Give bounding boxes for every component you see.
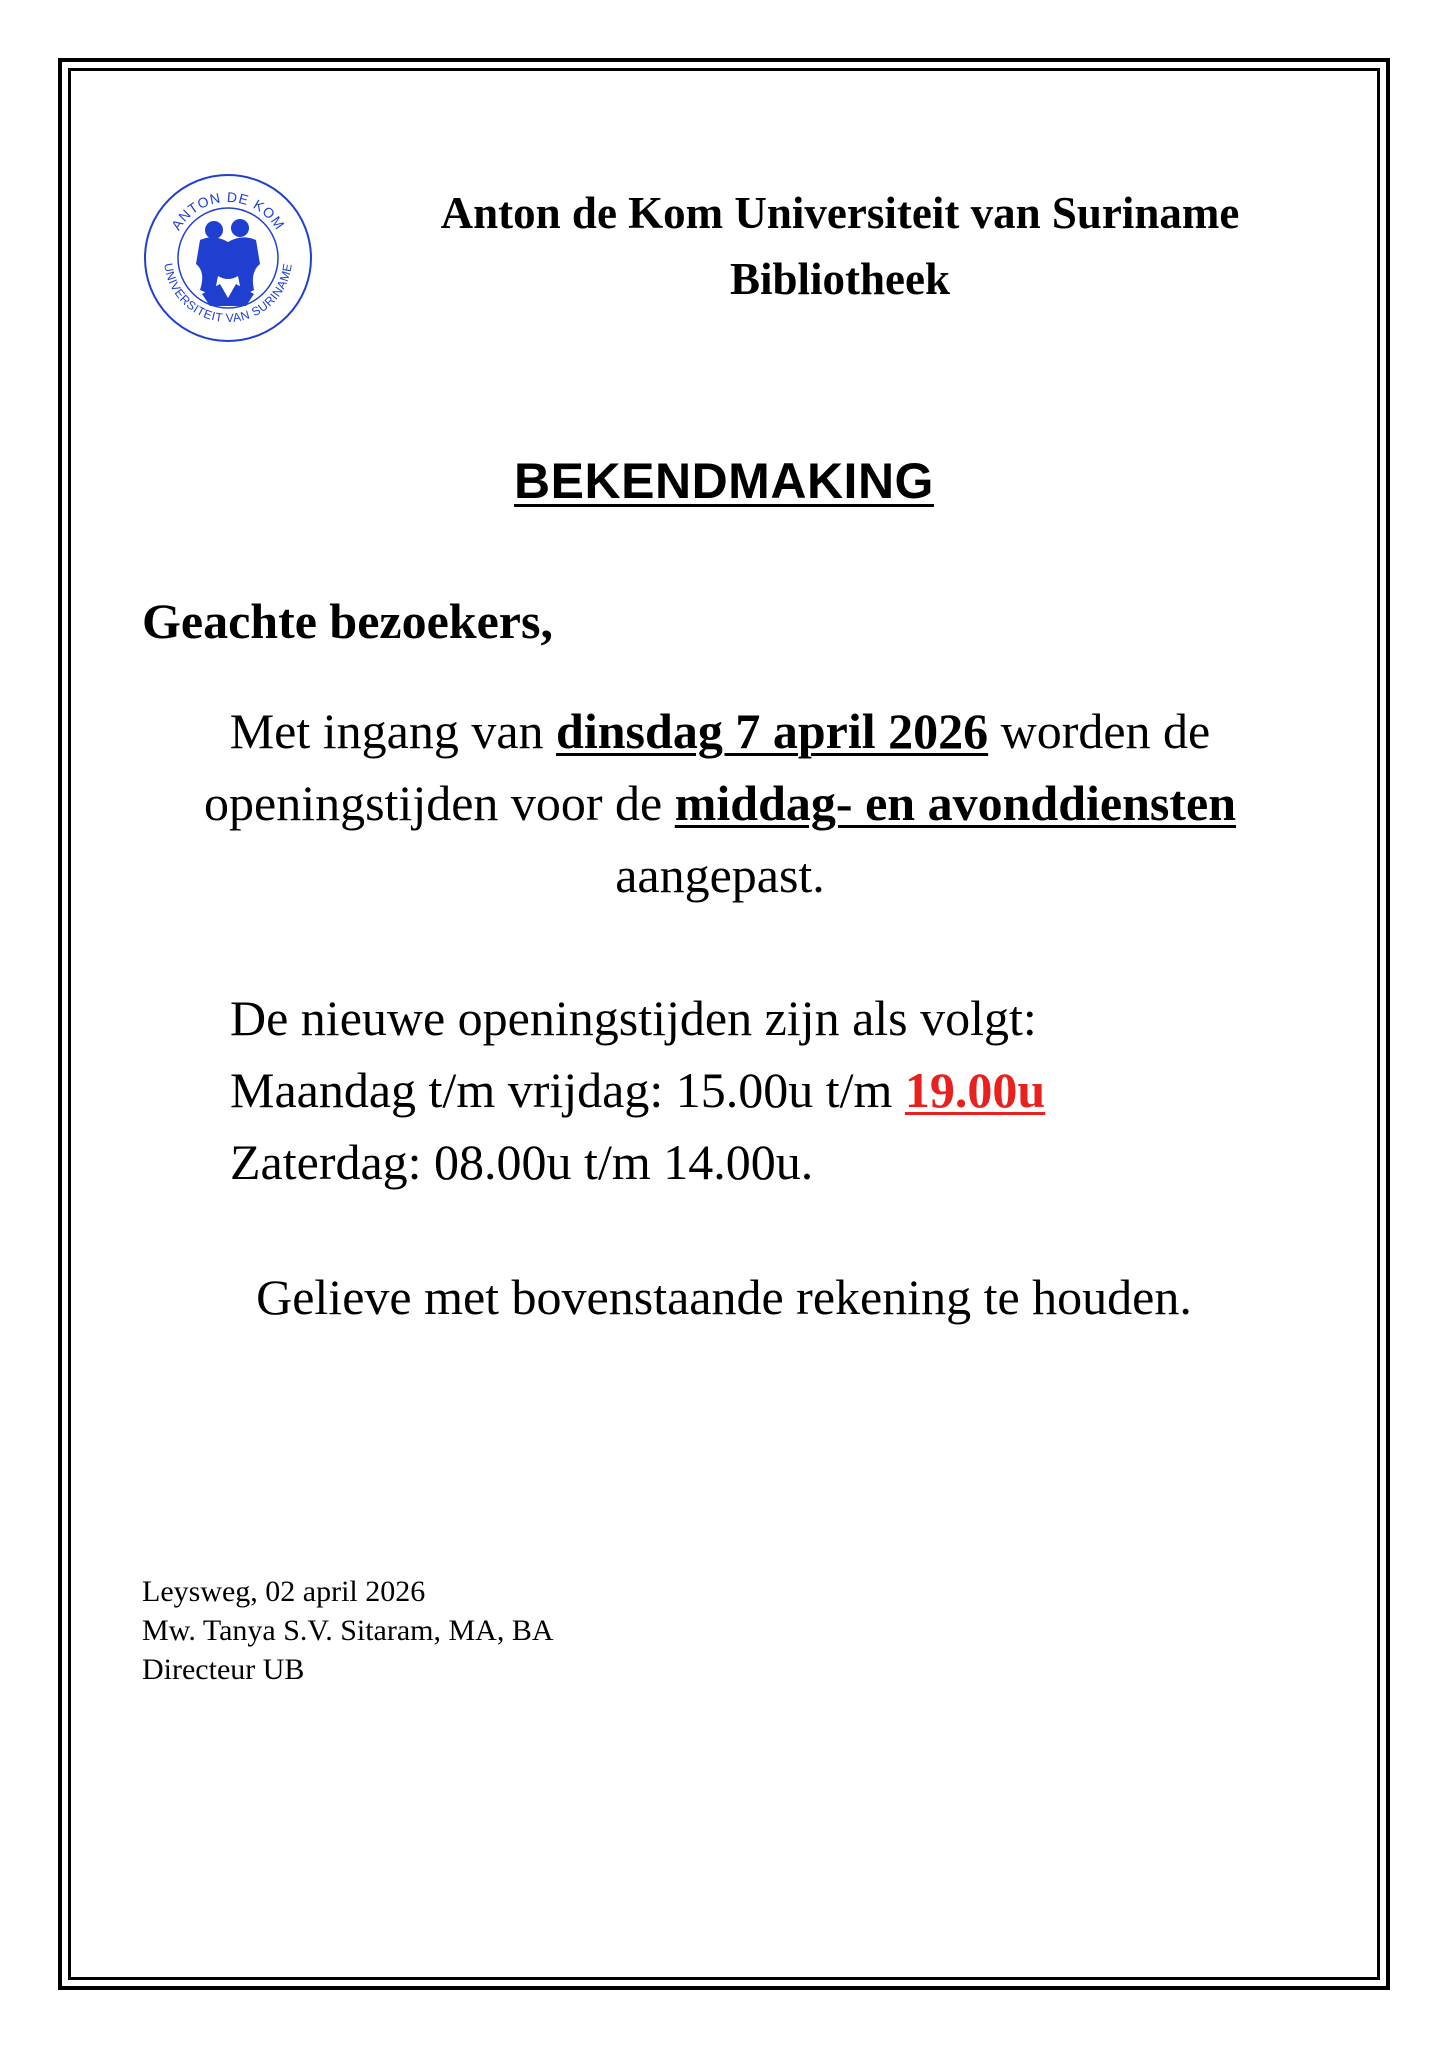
announcement-text-2: worden de openingstijden voor de <box>204 703 1211 831</box>
hours-weekdays-close: 19.00u <box>904 1062 1046 1118</box>
department-name: Bibliotheek <box>729 254 951 304</box>
svg-text:ANTON DE KOM <box>168 189 288 233</box>
signature-title: Directeur UB <box>142 1653 305 1686</box>
hours-intro: De nieuwe openingstijden zijn als volgt: <box>230 990 1037 1046</box>
effective-date: dinsdag 7 april 2026 <box>556 703 989 759</box>
closing-line: Gelieve met bovenstaande rekening te houden. <box>256 1269 1192 1325</box>
salutation: Geachte bezoekers, <box>142 593 553 649</box>
announcement-text-1: Met ingang van <box>229 703 557 759</box>
signature-name: Mw. Tanya S.V. Sitaram, MA, BA <box>142 1614 554 1647</box>
institution-header <box>360 180 1320 312</box>
hours-weekdays <box>230 1054 1045 1126</box>
opening-hours <box>230 982 1045 1198</box>
seal-text-bottom: UNIVERSITEIT VAN SURINAME <box>161 262 295 326</box>
signature-block <box>142 1572 554 1689</box>
announcement-title: BEKENDMAKING <box>514 453 934 509</box>
hours-saturday: Zaterdag: 08.00u t/m 14.00u. <box>230 1134 814 1190</box>
announcement-paragraph <box>130 695 1310 911</box>
affected-services: middag- en avonddiensten <box>674 775 1236 831</box>
seal-text-top: ANTON DE KOM <box>167 188 289 233</box>
signature-place-date: Leysweg, 02 april 2026 <box>142 1575 426 1608</box>
university-seal-icon <box>142 172 314 344</box>
hours-weekdays-text: Maandag t/m vrijdag: 15.00u t/m <box>230 1062 905 1118</box>
announcement-text-3: aangepast. <box>615 847 825 903</box>
institution-name: Anton de Kom Universiteit van Suriname <box>440 188 1240 238</box>
